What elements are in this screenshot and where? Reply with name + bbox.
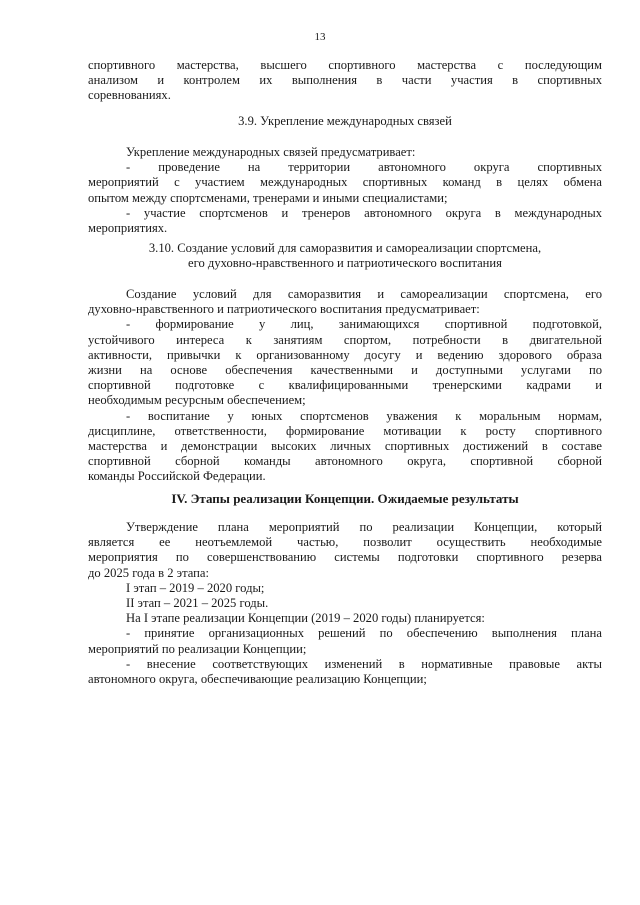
text-line: Утверждение плана мероприятий по реализации Концепции, который [126, 520, 602, 534]
section-3-10-heading [88, 241, 602, 271]
text-line: жизни на основе обеспечения качественными и доступными услугами по [88, 363, 602, 378]
text-line: мероприятий по реализации Концепции; [88, 641, 307, 656]
text-line: соревнованиях. [88, 88, 171, 103]
section-3-10-body [88, 287, 602, 485]
text-line: - принятие организационных решений по обеспечению выполнения плана [126, 626, 602, 641]
text-line: анализом и контролем их выполнения в части участия в спортивных [88, 73, 602, 88]
text-line: - внесение соответствующих изменений в нормативные правовые акты [126, 656, 602, 671]
section-4-heading [88, 491, 602, 506]
text-line: до 2025 года в 2 этапа: [88, 565, 209, 580]
text-line: необходимым ресурсным обеспечением; [88, 393, 306, 408]
text-line: мастерства и демонстрации высоких личных спортивных достижений в составе [88, 439, 602, 454]
text-line: - воспитание у юных спортсменов уважения к моральным нормам, [126, 408, 602, 423]
text-line: - проведение на территории автономного округа спортивных [126, 160, 602, 175]
text-line: мероприятий с участием международных спортивных команд в целях обмена [88, 175, 602, 190]
text-line: спортивной сборной команды автономного округа, спортивной сборной [88, 454, 602, 469]
section-3-9-heading [88, 114, 602, 129]
page-number: 13 [314, 31, 326, 43]
text-line: устойчивого интереса к занятиям спортом, потребности в двигательной [88, 332, 602, 347]
text-line: - участие спортсменов и тренеров автономного округа в международных [126, 205, 602, 220]
section-heading: 3.10. Создание условий для саморазвития и самореализации спортсмена, [148, 241, 542, 255]
section-3-9-body [88, 145, 602, 236]
text-line: - формирование у лиц, занимающихся спортивной подготовкой, [126, 317, 602, 332]
text-line: духовно-нравственного и патриотического воспитания предусматривает: [88, 302, 480, 317]
section-heading: его духовно-нравственного и патриотического воспитания [188, 256, 502, 271]
text-line: является ее неотъемлемой частью, позволит осуществить необходимые [88, 535, 602, 550]
section-heading: 3.9. Укрепление международных связей [238, 114, 452, 128]
section-4-body [88, 520, 602, 687]
text-line: активности, привычки к организованному досугу и ведению здорового образа [88, 347, 602, 362]
text-line: опытом между спортсменами, тренерами и иными специалистами; [88, 190, 448, 205]
text-line: мероприятиях. [88, 221, 168, 236]
text-line: На I этапе реализации Концепции (2019 – 2020 годы) планируется: [126, 611, 485, 626]
text-line: автономного округа, обеспечивающие реализацию Концепции; [88, 672, 427, 687]
text-line: спортивного мастерства, высшего спортивного мастерства с последующим [88, 58, 602, 72]
text-line: команды Российской Федерации. [88, 469, 266, 484]
lead-text: Укрепление международных связей предусматривает: [126, 145, 416, 159]
stage-line: I этап – 2019 – 2020 годы; [126, 580, 265, 595]
section-heading: IV. Этапы реализации Концепции. Ожидаемые результаты [171, 491, 519, 506]
intro-paragraph [88, 58, 602, 104]
stage-line: II этап – 2021 – 2025 годы. [126, 596, 269, 611]
text-line: спортивной подготовке с квалифицированными тренерскими кадрами и [88, 378, 602, 393]
text-line: дисциплине, ответственности, формирование мотивации к росту спортивного [88, 423, 602, 438]
text-line: мероприятия по совершенствованию системы подготовки спортивного резерва [88, 550, 602, 565]
text-line: Создание условий для саморазвития и самореализации спортсмена, его [126, 287, 602, 301]
